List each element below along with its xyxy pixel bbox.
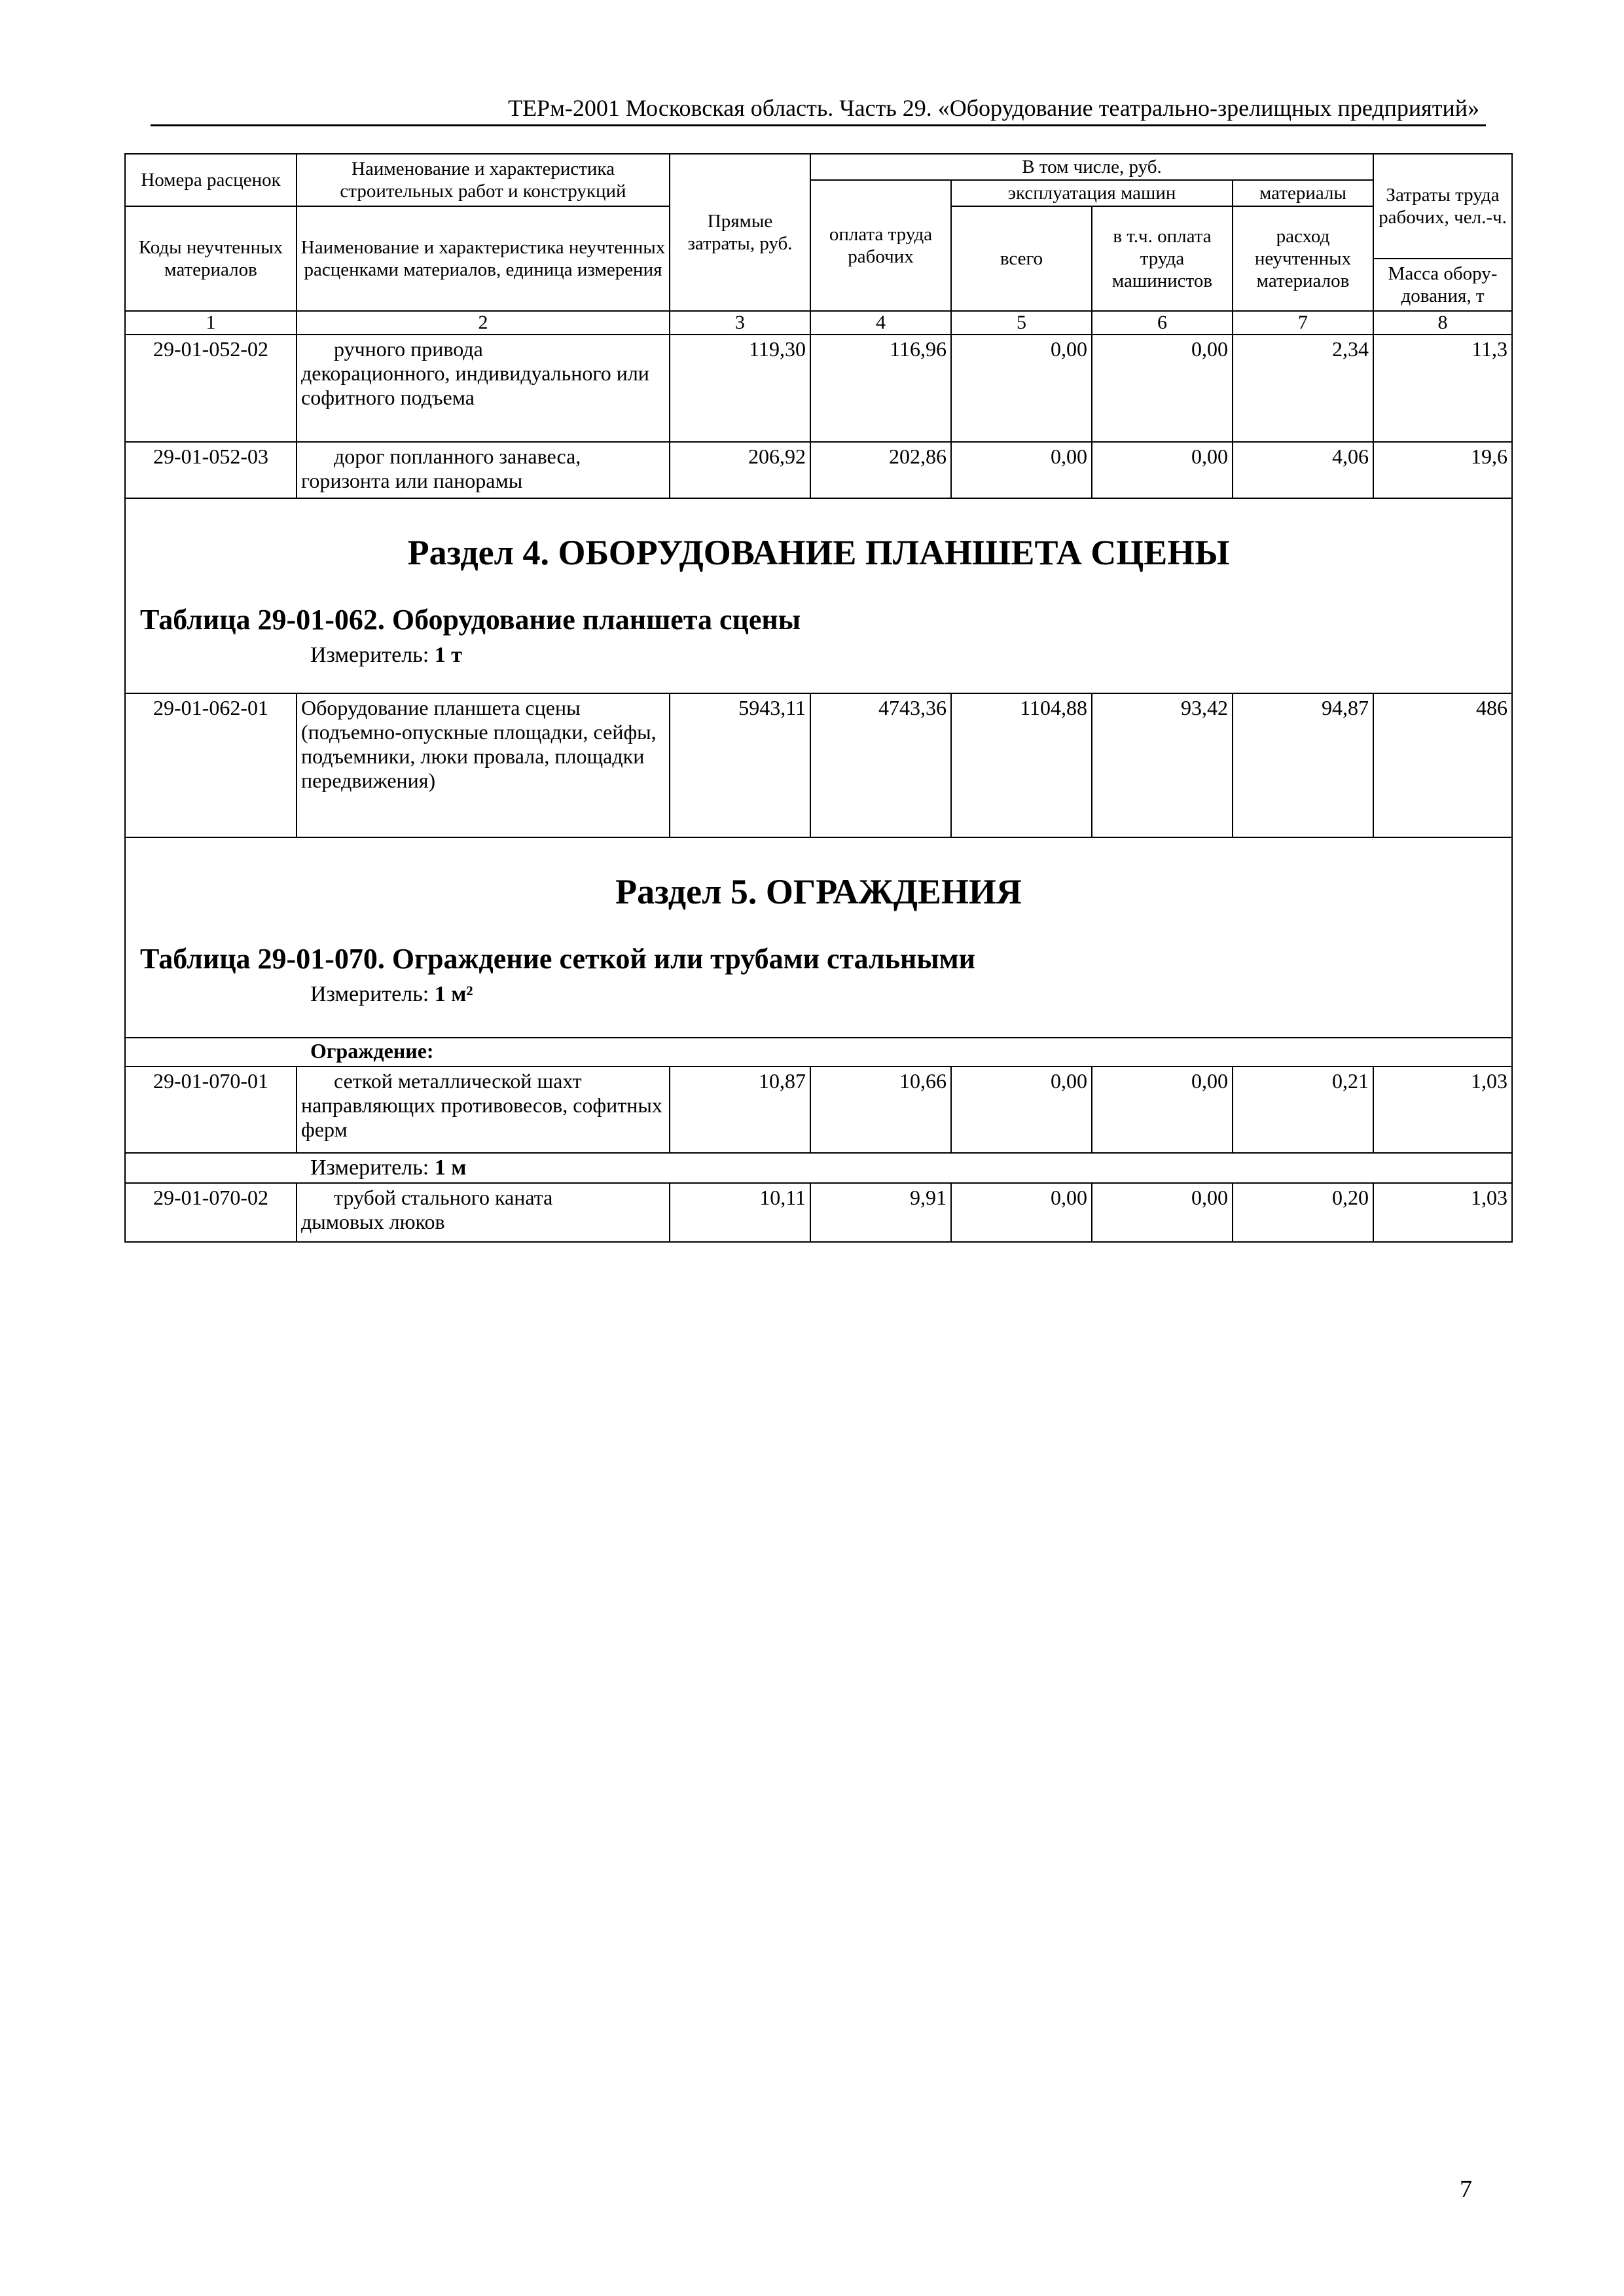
rate-description: Оборудование планшета сцены (подъемно-опускные площадки, сейфы, подъемники, люки провала, площадки передвижения) bbox=[297, 693, 670, 837]
rate-description-first: сеткой металлической шахт bbox=[334, 1069, 582, 1093]
measure-unit: 1 м bbox=[434, 1156, 467, 1180]
rate-description-first: ручного привода bbox=[334, 337, 483, 361]
rates-table bbox=[124, 153, 1513, 1243]
col-number: 6 bbox=[1092, 311, 1233, 335]
rate-description-first: дорог попланного занавеса, bbox=[334, 445, 581, 468]
labor-pay: 116,96 bbox=[810, 335, 951, 442]
machines-total-header: всего bbox=[951, 206, 1092, 311]
machines-labor: 0,00 bbox=[1092, 442, 1233, 498]
rate-code: 29-01-062-01 bbox=[125, 693, 297, 837]
col-number: 1 bbox=[125, 311, 297, 335]
rate-description bbox=[297, 442, 670, 498]
measure-row bbox=[125, 1153, 1512, 1183]
machines-total: 0,00 bbox=[951, 1066, 1092, 1153]
measure-unit: 1 м² bbox=[434, 982, 473, 1006]
labor-pay: 202,86 bbox=[810, 442, 951, 498]
col-number: 8 bbox=[1373, 311, 1512, 335]
rate-code: 29-01-070-01 bbox=[125, 1066, 297, 1153]
machines-labor: 0,00 bbox=[1092, 335, 1233, 442]
labor-hours: 486 bbox=[1373, 693, 1512, 837]
table-row bbox=[125, 442, 1512, 498]
materials-cost: 4,06 bbox=[1233, 442, 1373, 498]
machines-total: 0,00 bbox=[951, 442, 1092, 498]
page-header bbox=[151, 92, 1486, 126]
section-title: Раздел 4. ОБОРУДОВАНИЕ ПЛАНШЕТА СЦЕНЫ bbox=[407, 533, 1230, 572]
col1-header-top: Номера расценок bbox=[125, 154, 297, 206]
table-title: Таблица 29-01-062. Оборудование планшета сцены bbox=[140, 604, 801, 636]
labor-pay: 4743,36 bbox=[810, 693, 951, 837]
labor-hours: 11,3 bbox=[1373, 335, 1512, 442]
materials-unaccounted-header: расход неучтенных материалов bbox=[1233, 206, 1373, 311]
col1-header-bottom: Коды неучтенных материалов bbox=[125, 206, 297, 311]
rate-description-rest: направляющих противовесов, софитных ферм bbox=[301, 1093, 662, 1141]
machines-labor: 93,42 bbox=[1092, 693, 1233, 837]
page-number: 7 bbox=[1460, 2176, 1472, 2203]
direct-cost: 10,87 bbox=[670, 1066, 810, 1153]
table-row bbox=[125, 1183, 1512, 1242]
labor-hours: 1,03 bbox=[1373, 1066, 1512, 1153]
measure-line bbox=[125, 1153, 1512, 1183]
rate-code: 29-01-052-03 bbox=[125, 442, 297, 498]
machines-labor: 0,00 bbox=[1092, 1183, 1233, 1242]
direct-cost: 206,92 bbox=[670, 442, 810, 498]
rate-description-rest: горизонта или панорамы bbox=[301, 469, 523, 492]
measure-line bbox=[126, 642, 1511, 669]
labor-pay-header: оплата труда рабочих bbox=[810, 180, 951, 311]
machines-total: 0,00 bbox=[951, 1183, 1092, 1242]
direct-cost: 10,11 bbox=[670, 1183, 810, 1242]
table-row bbox=[125, 693, 1512, 837]
labor-hours: 19,6 bbox=[1373, 442, 1512, 498]
labor-hours: 1,03 bbox=[1373, 1183, 1512, 1242]
machines-total: 1104,88 bbox=[951, 693, 1092, 837]
table-title: Таблица 29-01-070. Ограждение сеткой или трубами стальными bbox=[140, 943, 975, 975]
machines-total: 0,00 bbox=[951, 335, 1092, 442]
measure-label: Измеритель: bbox=[310, 982, 429, 1006]
materials-header: материалы bbox=[1233, 180, 1373, 206]
direct-cost: 119,30 bbox=[670, 335, 810, 442]
labor-pay: 9,91 bbox=[810, 1183, 951, 1242]
rate-code: 29-01-052-02 bbox=[125, 335, 297, 442]
col-number: 7 bbox=[1233, 311, 1373, 335]
header-title: ТЕРм-2001 Московская область. Часть 29. «Оборудование театрально-зрелищных предприятий» bbox=[508, 95, 1479, 121]
col-number: 2 bbox=[297, 311, 670, 335]
col-number: 3 bbox=[670, 311, 810, 335]
direct-cost: 5943,11 bbox=[670, 693, 810, 837]
materials-cost: 94,87 bbox=[1233, 693, 1373, 837]
machines-labor-header: в т.ч. оплата труда машинистов bbox=[1092, 206, 1233, 311]
section-block bbox=[125, 498, 1512, 693]
group-label: Ограждение: bbox=[125, 1038, 1512, 1066]
section-4 bbox=[125, 498, 1512, 693]
group-row bbox=[125, 1038, 1512, 1066]
labor-pay: 10,66 bbox=[810, 1066, 951, 1153]
col-number: 5 bbox=[951, 311, 1092, 335]
rate-description bbox=[297, 1183, 670, 1242]
labor-cost-header: Затраты труда рабочих, чел.-ч. bbox=[1373, 154, 1512, 259]
measure-unit: 1 т bbox=[434, 643, 462, 667]
materials-cost: 2,34 bbox=[1233, 335, 1373, 442]
materials-cost: 0,21 bbox=[1233, 1066, 1373, 1153]
table-row bbox=[125, 1066, 1512, 1153]
col2-header-bottom: Наименование и характеристика неучтенных расценками материалов, единица измерения bbox=[297, 206, 670, 311]
equipment-mass-header: Масса обору-дования, т bbox=[1373, 259, 1512, 311]
measure-label: Измеритель: bbox=[310, 643, 429, 667]
section-title: Раздел 5. ОГРАЖДЕНИЯ bbox=[615, 872, 1022, 911]
machines-header: эксплуатация машин bbox=[951, 180, 1233, 206]
rate-description-first: трубой стального каната bbox=[334, 1186, 553, 1209]
rate-description bbox=[297, 335, 670, 442]
col2-header-top: Наименование и характеристика строительных работ и конструкций bbox=[297, 154, 670, 206]
incl-header: В том числе, руб. bbox=[810, 154, 1373, 180]
rate-description-rest: дымовых люков bbox=[301, 1210, 445, 1233]
measure-label: Измеритель: bbox=[310, 1156, 429, 1180]
table-row bbox=[125, 335, 1512, 442]
machines-labor: 0,00 bbox=[1092, 1066, 1233, 1153]
materials-cost: 0,20 bbox=[1233, 1183, 1373, 1242]
section-block bbox=[125, 837, 1512, 1038]
col3-header: Прямые затраты, руб. bbox=[670, 154, 810, 311]
col-number: 4 bbox=[810, 311, 951, 335]
section-5 bbox=[125, 837, 1512, 1038]
rate-description-rest: декорационного, индивидуального или софитного подъема bbox=[301, 361, 649, 409]
rate-code: 29-01-070-02 bbox=[125, 1183, 297, 1242]
measure-line bbox=[126, 981, 1511, 1008]
rate-description bbox=[297, 1066, 670, 1153]
